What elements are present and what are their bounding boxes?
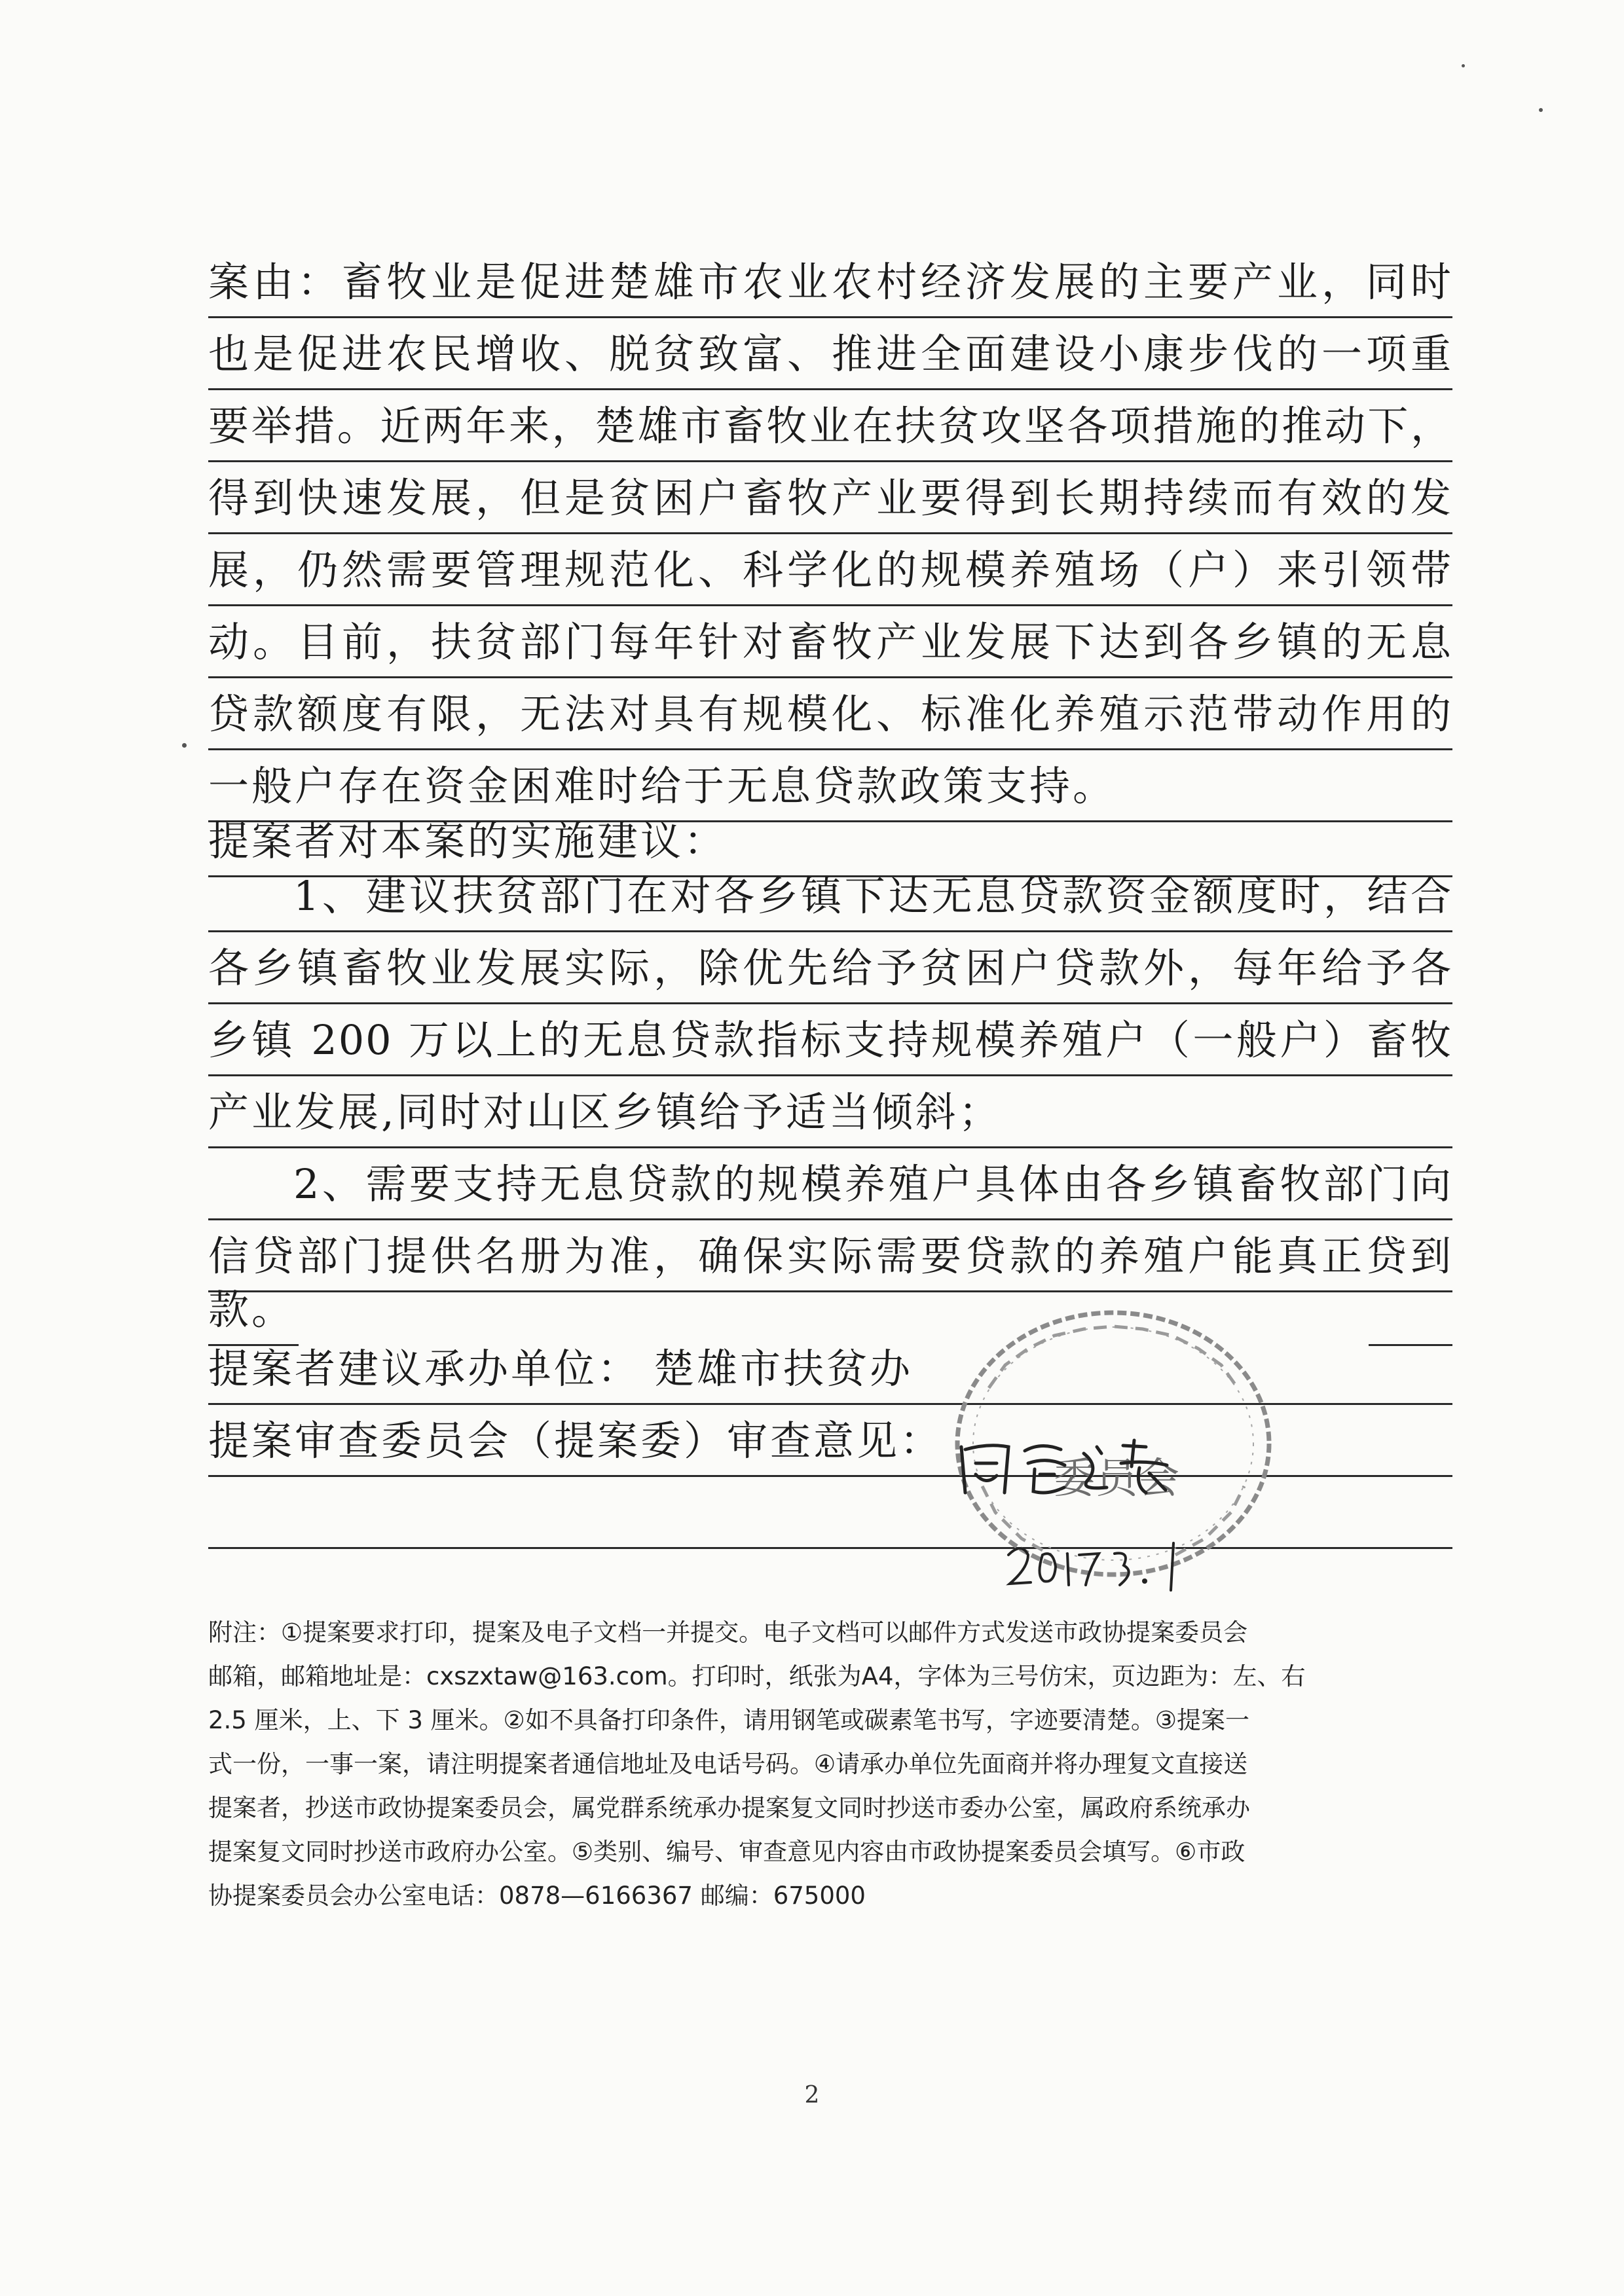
footnote-line: 2.5 厘米，上、下 3 厘米。②如不具备打印条件，请用钢笔或碳素笔书写，字迹要清楚。③提案一 [208, 1706, 1250, 1734]
section-heading: 提案者对本案的实施建议： [208, 805, 1452, 877]
body-line: 也是促进农民增收、脱贫致富、推进全面建设小康步伐的一项重 [208, 318, 1452, 390]
body-line: 贷款额度有限，无法对具有规模化、标准化养殖示范带动作用的 [208, 678, 1452, 750]
body-line: 展，仍然需要管理规范化、科学化的规模养殖场（户）来引领带 [208, 534, 1452, 606]
footnote-line: 式一份，一事一案，请注明提案者通信地址及电话号码。④请承办单位先面商并将办理复文直接送 [208, 1750, 1248, 1778]
body-line: 一般户存在资金困难时给于无息贷款政策支持。 [208, 750, 1452, 822]
review-label: 提案审查委员会（提案委）审查意见： [208, 1417, 944, 1465]
footnote-line: 附注：①提案要求打印，提案及电子文档一并提交。电子文档可以邮件方式发送市政协提案委员会 [208, 1618, 1248, 1647]
footnote [208, 1611, 1452, 1918]
body-line: 信贷部门提供名册为准，确保实际需要贷款的养殖户能真正贷到 [208, 1220, 1452, 1292]
page-number: 2 [804, 2082, 820, 2109]
footnote-line: 提案复文同时抄送市政府办公室。⑤类别、编号、审查意见内容由市政协提案委员会填写。⑥市政 [208, 1838, 1246, 1866]
undertaker-value: 楚雄市扶贫办 [654, 1345, 913, 1393]
undertaker-label: 提案者建议承办单位： [208, 1345, 641, 1393]
body-line: 产业发展,同时对山区乡镇给予适当倾斜； [208, 1076, 1452, 1148]
scan-speck [1539, 108, 1543, 112]
body-line: 款。 [208, 1274, 299, 1346]
handwritten-date [1002, 1535, 1218, 1594]
body-line: 得到快速发展，但是贫困户畜牧产业要得到长期持续而有效的发 [208, 462, 1452, 534]
body-line: 乡镇 200 万以上的无息贷款指标支持规模养殖户（一般户）畜牧 [208, 1004, 1452, 1076]
body-line: 动。目前，扶贫部门每年针对畜牧产业发展下达到各乡镇的无息 [208, 606, 1452, 678]
body-line: 各乡镇畜牧业发展实际，除优先给予贫困户贷款外，每年给予各 [208, 932, 1452, 1004]
scan-speck [1462, 64, 1465, 67]
footnote-line: 邮箱，邮箱地址是：cxszxtaw@163.com。打印时，纸张为A4，字体为三号仿宋，页边距为：左、右 [208, 1662, 1306, 1690]
seal-text: 委员会 [1054, 1455, 1179, 1503]
footnote-line: 提案者，抄送市政协提案委员会，属党群系统承办提案复文同时抄送市委办公室，属政府系统承办 [208, 1794, 1250, 1822]
footnote-line: 协提案委员会办公室电话：0878—6166367 邮编：675000 [208, 1882, 866, 1910]
body-line: 案由：畜牧业是促进楚雄市农业农村经济发展的主要产业，同时 [208, 246, 1452, 318]
body-line: 1、建议扶贫部门在对各乡镇下达无息贷款资金额度时，结合 [208, 860, 1452, 932]
scan-speck [182, 743, 187, 748]
body-line: 要举措。近两年来，楚雄市畜牧业在扶贫攻坚各项措施的推动下， [208, 390, 1452, 462]
handwritten-signature [950, 1427, 1185, 1506]
body-line: 2、需要支持无息贷款的规模养殖户具体由各乡镇畜牧部门向 [208, 1148, 1452, 1220]
